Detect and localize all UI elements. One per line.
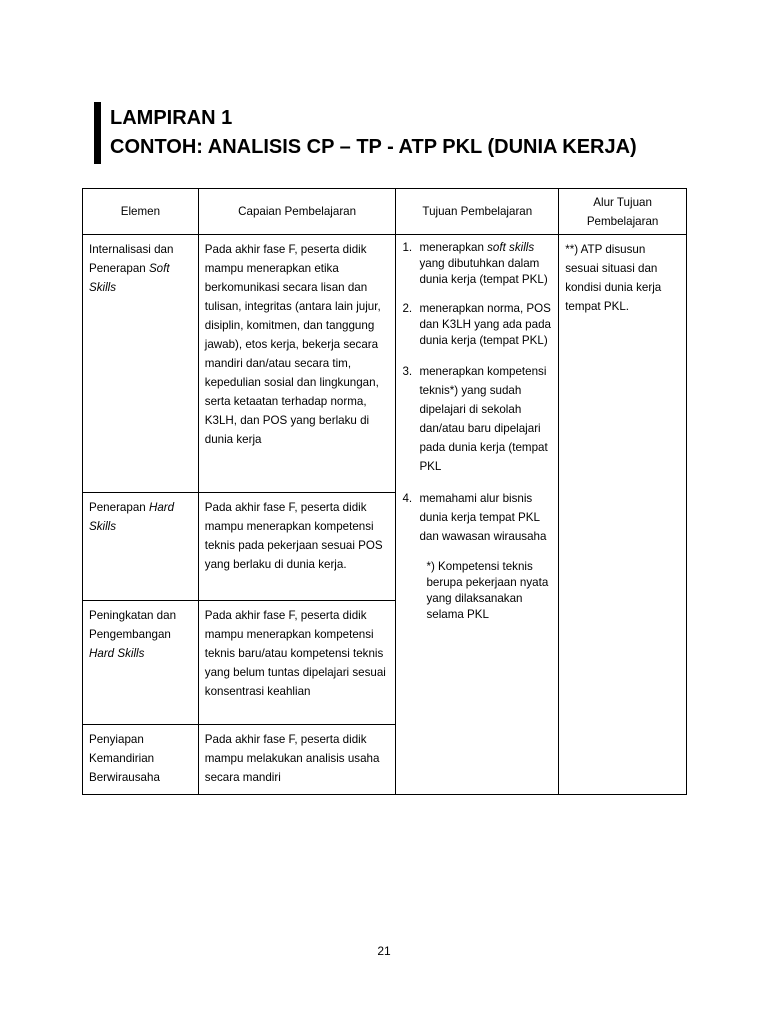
capaian-cell: Pada akhir fase F, peserta didik mampu menerapkan kompetensi teknis pada pekerjaan sesuai POS yang berlaku di dunia kerja. <box>198 493 396 601</box>
page-title <box>110 104 637 162</box>
tujuan-list <box>402 240 552 623</box>
title-line-1: LAMPIRAN 1 <box>110 107 233 129</box>
capaian-cell: Pada akhir fase F, peserta didik mampu melakukan analisis usaha secara mandiri <box>198 725 396 795</box>
header-tujuan: Tujuan Pembelajaran <box>396 189 559 235</box>
header-alur: Alur Tujuan Pembelajaran <box>559 189 687 235</box>
list-item: 1. menerapkan soft skills yang dibutuhkan dalam dunia kerja (tempat PKL) <box>402 241 548 286</box>
capaian-cell: Pada akhir fase F, peserta didik mampu menerapkan etika berkomunikasi secara lisan dan tulisan, integritas (antara lain jujur, disiplin, komitmen, dan tanggung jawab), etos kerja, bekerja secara mandiri dan/atau secara tim, kepedulian sosial dan lingkungan, serta ketaatan terhadap norma, K3LH, dan POS yang berlaku di dunia kerja <box>198 235 396 493</box>
elemen-cell: Penyiapan Kemandirian Berwirausaha <box>83 725 199 795</box>
header-elemen: Elemen <box>83 189 199 235</box>
footnote: *) Kompetensi teknis berupa pekerjaan nyata yang dilaksanakan selama PKL <box>426 560 549 621</box>
list-item: 3. menerapkan kompetensi teknis*) yang sudah dipelajari di sekolah dan/atau baru dipelajari pada dunia kerja (tempat PKL <box>402 365 548 473</box>
analysis-table <box>82 188 687 795</box>
elemen-cell: Penerapan Hard Skills <box>83 493 199 601</box>
elemen-cell: Peningkatan dan Pengembangan Hard Skills <box>83 601 199 725</box>
list-item: 4. memahami alur bisnis dunia kerja tempat PKL dan wawasan wirausaha <box>402 492 547 543</box>
capaian-cell: Pada akhir fase F, peserta didik mampu menerapkan kompetensi teknis baru/atau kompetensi teknis yang belum tuntas dipelajari sesuai konsentrasi keahlian <box>198 601 396 725</box>
title-line-2: CONTOH: ANALISIS CP – TP - ATP PKL (DUNIA KERJA) <box>110 136 637 158</box>
table-row <box>83 235 687 493</box>
title-accent-bar <box>94 102 101 164</box>
tujuan-cell <box>396 235 559 795</box>
header-capaian: Capaian Pembelajaran <box>198 189 396 235</box>
alur-cell: **) ATP disusun sesuai situasi dan kondisi dunia kerja tempat PKL. <box>559 235 687 795</box>
page-number: 21 <box>377 944 391 958</box>
list-item: 2. menerapkan norma, POS dan K3LH yang ada pada dunia kerja (tempat PKL) <box>402 302 551 347</box>
table-header-row <box>83 189 687 235</box>
elemen-cell: Internalisasi dan Penerapan Soft Skills <box>83 235 199 493</box>
